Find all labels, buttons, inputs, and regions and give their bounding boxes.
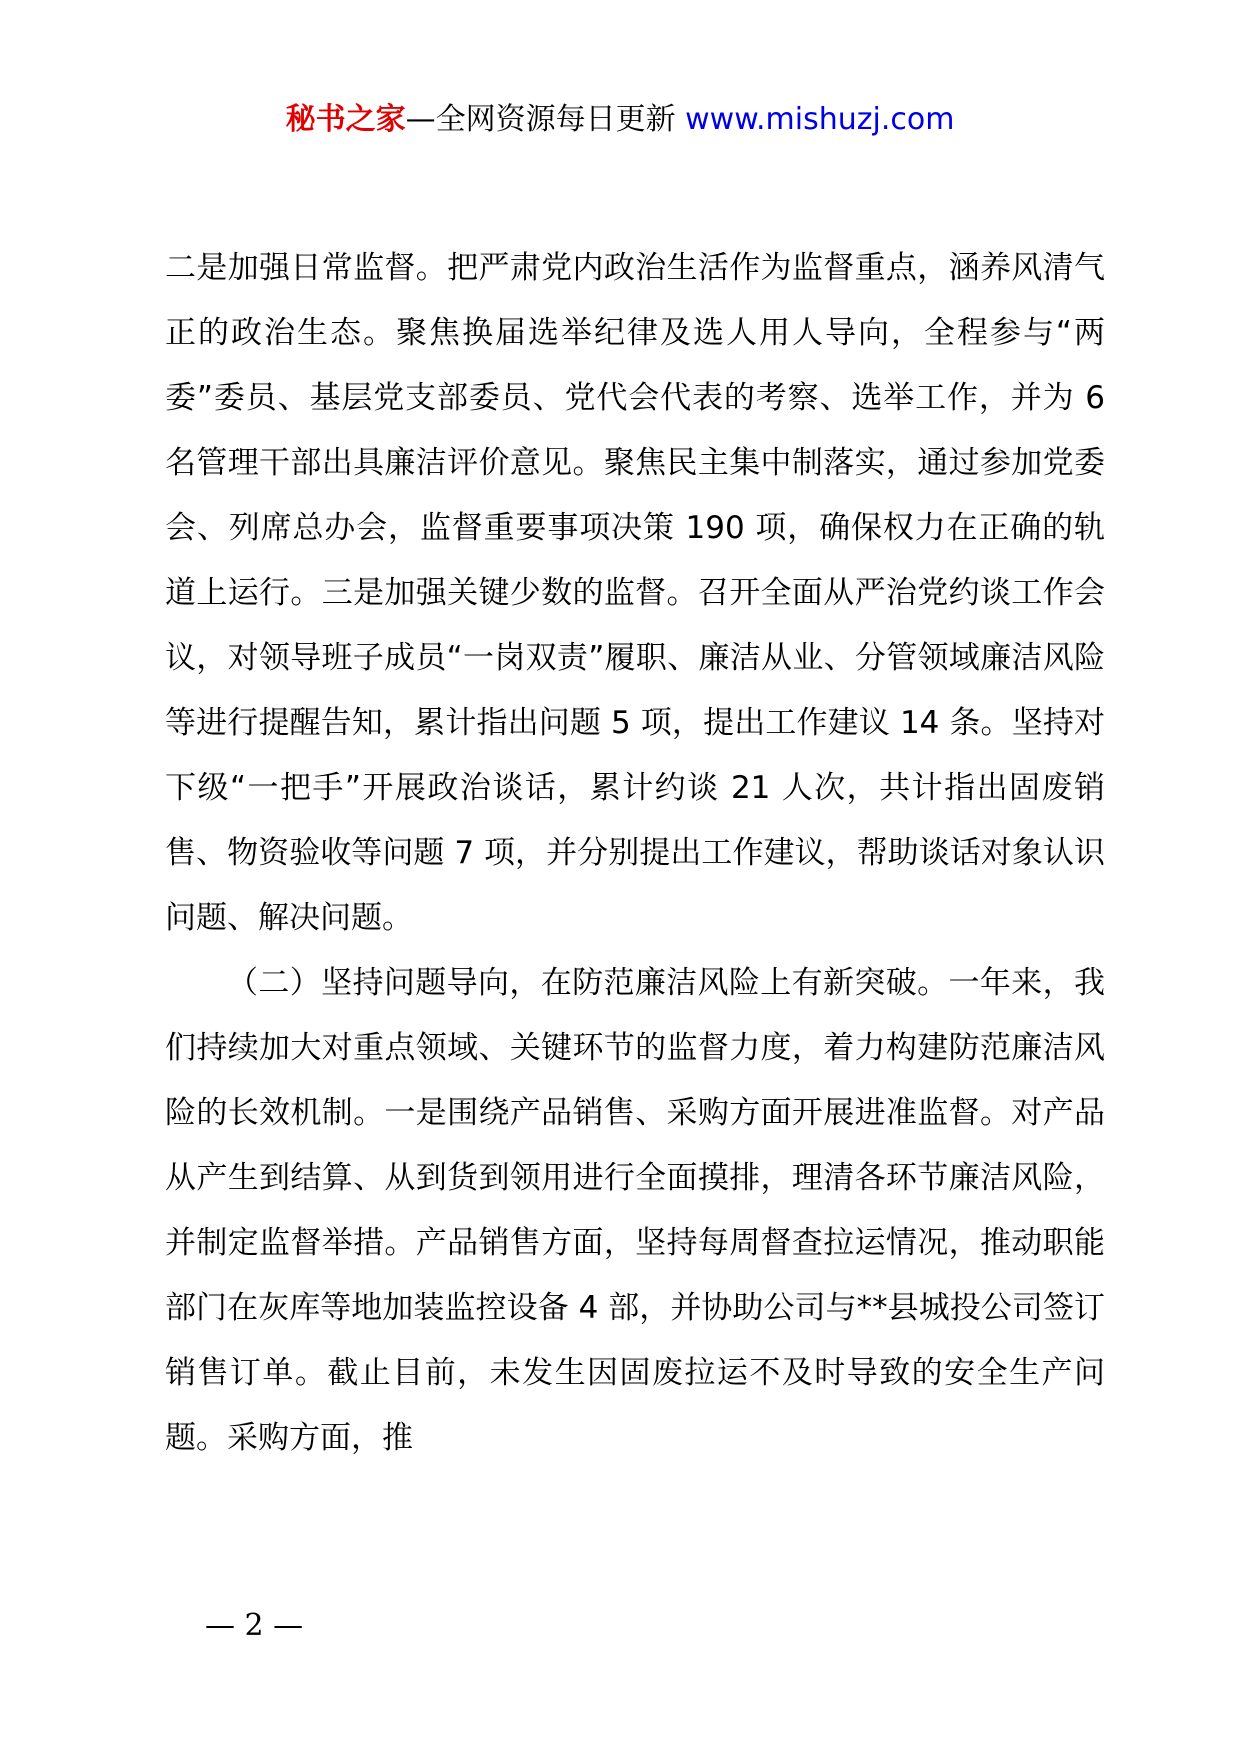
- paragraph-daily-supervision: 二是加强日常监督。把严肃党内政治生活作为监督重点，涵养风清气正的政治生态。聚焦换届选举纪律及选人用人导向，全程参与“两委”委员、基层党支部委员、党代会代表的考察、选举工作，并为 6 名管理干部出具廉洁评价意见。聚焦民主集中制落实，通过参加党委会、列席总办会，监督重要事项决策 190 项，确保权力在正确的轨道上运行。三是加强关键少数的监督。召开全面从严治党约谈工作会议，对领导班子成员“一岗双责”履职、廉洁从业、分管领域廉洁风险等进行提醒告知，累计指出问题 5 项，提出工作建议 14 条。坚持对下级“一把手”开展政治谈话，累计约谈 21 人次，共计指出固废销售、物资验收等问题 7 项，并分别提出工作建议，帮助谈话对象认识问题、解决问题。: [165, 250, 1105, 936]
- page-header: [0, 100, 1240, 140]
- document-body: [165, 236, 1105, 1471]
- website-link[interactable]: www.mishuzj.com: [685, 102, 955, 137]
- page-number: — 2 —: [205, 1608, 304, 1643]
- paragraph-problem-oriented: （二）坚持问题导向，在防范廉洁风险上有新突破。一年来，我们持续加大对重点领域、关键环节的监督力度，着力构建防范廉洁风险的长效机制。一是围绕产品销售、采购方面开展进准监督。对产品从产生到结算、从到货到领用进行全面摸排，理清各环节廉洁风险，并制定监督举措。产品销售方面，坚持每周督查拉运情况，推动职能部门在灰库等地加装监控设备 4 部，并协助公司与**县城投公司签订销售订单。截止目前，未发生因固废拉运不及时导致的安全生产问题。采购方面，推: [165, 965, 1105, 1456]
- brand-name: 秘书之家: [285, 102, 406, 137]
- header-tagline: —全网资源每日更新: [405, 102, 676, 137]
